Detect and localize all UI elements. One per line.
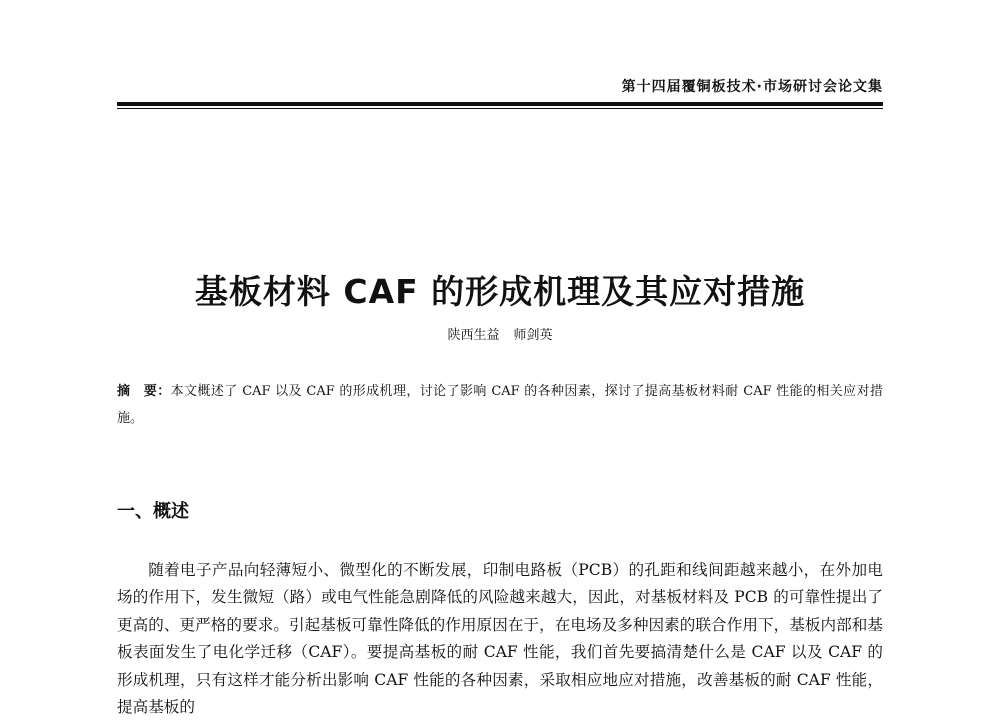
abstract xyxy=(117,378,883,432)
proceedings-title: 第十四届覆铜板技术·市场研讨会论文集 xyxy=(621,79,883,95)
header-rule-thick xyxy=(117,102,883,106)
body-paragraph: 随着电子产品向轻薄短小、微型化的不断发展，印制电路板（PCB）的孔距和线间距越来越小，在外加电场的作用下，发生微短（路）或电气性能急剧降低的风险越来越大，因此，对基板材料及 PCB 的可靠性提出了更高的、更严格的要求。引起基板可靠性降低的作用原因在于，在电场及多种因素的联合作用下，基板内部和基板表面发生了电化学迁移（CAF）。要提高基板的耐 CAF 性能，我们首先要搞清楚什么是 CAF 以及 CAF 的形成机理，只有这样才能分析出影响 CAF 性能的各种因素，采取相应地应对措施，改善基板的耐 CAF 性能，提高基板的 xyxy=(117,560,883,717)
header-rule-thin xyxy=(117,108,883,109)
author-line xyxy=(0,324,1000,343)
paper-title: 基板材料 CAF 的形成机理及其应对措施 xyxy=(194,272,806,312)
author-name: 师剑英 xyxy=(513,328,553,343)
section-heading: 一、概述 xyxy=(117,500,189,522)
abstract-text: 本文概述了 CAF 以及 CAF 的形成机理，讨论了影响 CAF 的各种因素，探讨了提高基板材料耐 CAF 性能的相关应对措施。 xyxy=(117,384,883,426)
author-affiliation: 陕西生益 xyxy=(447,328,500,343)
abstract-label: 摘 要： xyxy=(117,384,171,399)
